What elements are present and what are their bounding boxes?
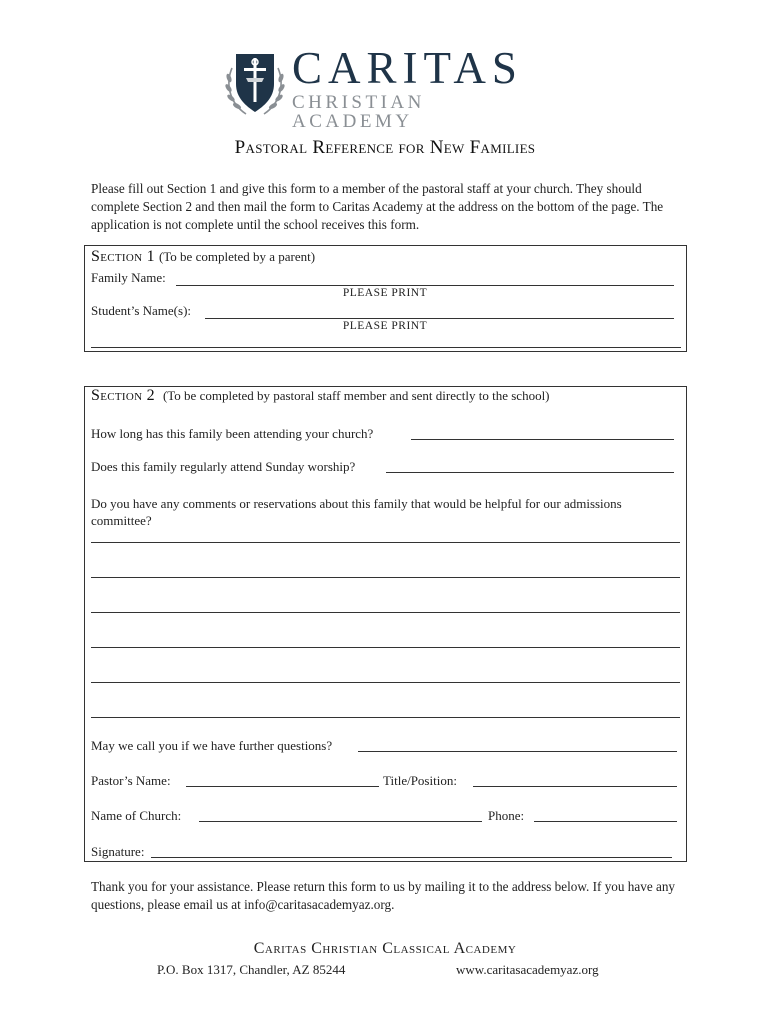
logo-subtitle: CHRISTIAN ACADEMY	[292, 92, 425, 132]
title-position-field[interactable]	[473, 786, 677, 787]
section-2-header	[91, 387, 550, 405]
comments-line-5[interactable]	[91, 682, 680, 683]
pastor-name-field[interactable]	[186, 786, 379, 787]
footer-school-name: Caritas Christian Classical Academy	[253, 940, 517, 957]
sunday-worship-field[interactable]	[386, 472, 674, 473]
church-name-field[interactable]	[199, 821, 482, 822]
signature-field[interactable]	[151, 857, 672, 858]
phone-field[interactable]	[534, 821, 677, 822]
section-1-heading: Section 1	[91, 248, 155, 265]
comments-line-3[interactable]	[91, 612, 680, 613]
further-questions-field[interactable]	[358, 751, 677, 752]
footer-address: P.O. Box 1317, Chandler, AZ 85244	[157, 962, 346, 977]
students-name-field[interactable]	[205, 318, 674, 319]
section-2-note: (To be completed by pastoral staff member and sent directly to the school)	[162, 388, 550, 403]
section-1-header	[91, 248, 315, 266]
section-2-heading: Section 2	[91, 387, 155, 404]
pastor-name-label: Pastor’s Name:	[91, 773, 171, 788]
crest-icon	[222, 48, 288, 120]
print-note: PLEASE PRINT	[342, 287, 428, 299]
attendance-duration-label: How long has this family been attending your church?	[91, 426, 374, 441]
comments-line-6[interactable]	[91, 717, 680, 718]
comments-line-2[interactable]	[91, 577, 680, 578]
phone-label: Phone:	[488, 808, 525, 823]
further-questions-label: May we call you if we have further questions?	[91, 738, 333, 753]
family-name-label: Family Name:	[91, 270, 166, 285]
section-1-note: (To be completed by a parent)	[158, 249, 316, 264]
church-name-label: Name of Church:	[91, 808, 182, 823]
section-2-box	[84, 386, 687, 862]
comments-line-1[interactable]	[91, 542, 680, 543]
intro-paragraph: Please fill out Section 1 and give this form to a member of the pastoral staff at your church. They should complete Section 2 and then mail the form to Caritas Academy at the address on the bottom of the page. The application is not complete until the school receives this form.	[91, 181, 664, 232]
comments-label: Do you have any comments or reservations about this family that would be helpful for our admissions committee?	[91, 496, 622, 528]
page-title: Pastoral Reference for New Families	[234, 137, 536, 158]
comments-line-4[interactable]	[91, 647, 680, 648]
thank-you-paragraph: Thank you for your assistance. Please return this form to us by mailing it to the address below. If you have any questions, please email us at info@caritasacademyaz.org.	[91, 879, 676, 912]
school-logo	[222, 43, 552, 132]
attendance-duration-field[interactable]	[411, 439, 674, 440]
family-name-field[interactable]	[176, 285, 674, 286]
title-position-label: Title/Position:	[383, 773, 457, 788]
signature-label: Signature:	[91, 844, 145, 859]
logo-wordmark: CARITAS	[292, 43, 523, 93]
students-name-label: Student’s Name(s):	[91, 303, 192, 318]
students-name-extra-field[interactable]	[91, 347, 681, 348]
footer-website: www.caritasacademyaz.org	[456, 962, 599, 977]
print-note: PLEASE PRINT	[342, 320, 428, 332]
sunday-worship-label: Does this family regularly attend Sunday worship?	[91, 459, 356, 474]
